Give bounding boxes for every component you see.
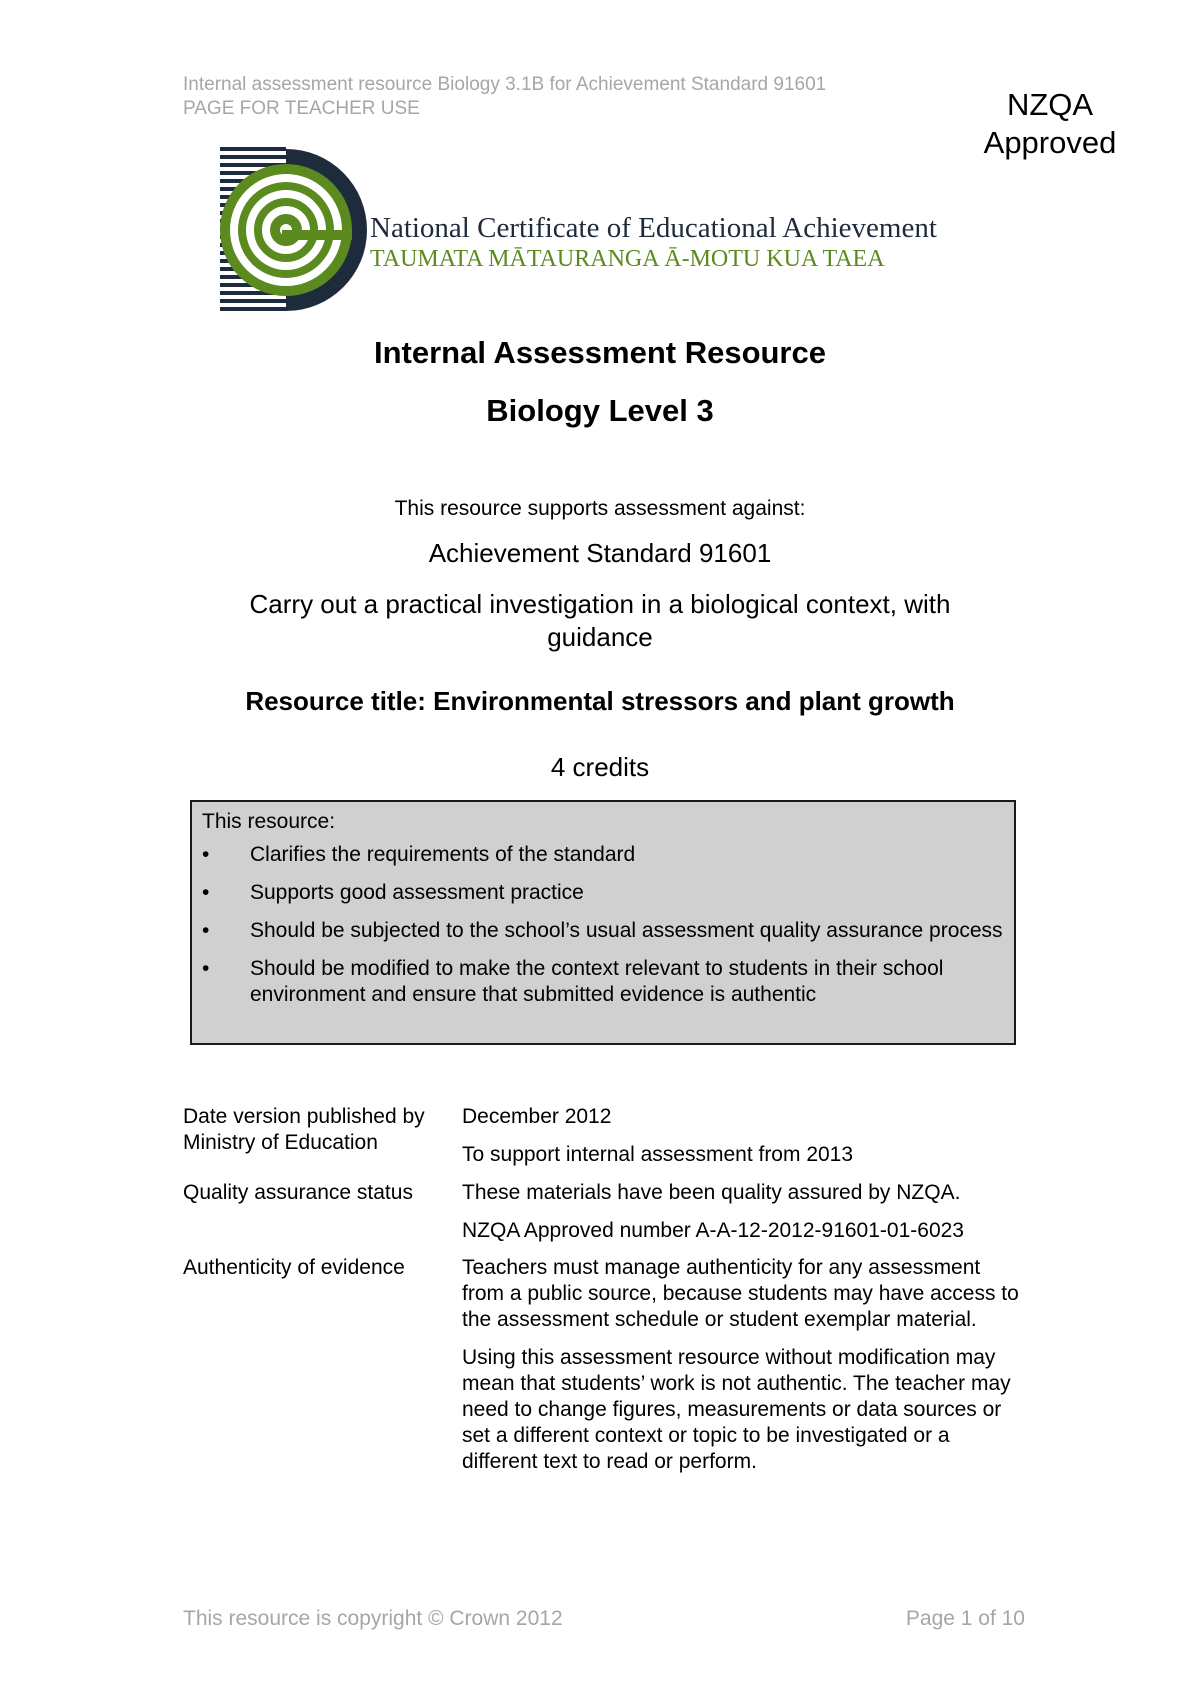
nzqa-approved-label bbox=[975, 86, 1125, 162]
resource-title: Resource title: Environmental stressors and plant growth bbox=[245, 686, 955, 716]
header-teacher-use: PAGE FOR TEACHER USE bbox=[183, 98, 420, 119]
footer-copyright: This resource is copyright © Crown 2012 bbox=[183, 1607, 563, 1630]
list-item: • Should be modified to make the context relevant to students in their school environment and ensure that submitted evidence is authentic bbox=[202, 957, 944, 1006]
resource-points-list bbox=[202, 842, 1004, 1008]
footer-page-number: Page 1 of 10 bbox=[905, 1607, 1025, 1630]
spiral-emblem-icon bbox=[220, 147, 367, 311]
box-intro: This resource: bbox=[202, 810, 336, 833]
date-published-value: December 2012 To support internal assessment from 2013 bbox=[462, 1105, 854, 1166]
bullet-icon: • bbox=[202, 843, 210, 866]
bullet-icon: • bbox=[202, 881, 210, 904]
resource-info-box bbox=[190, 800, 1016, 1045]
bullet-icon: • bbox=[202, 957, 210, 980]
header-resource-line: Internal assessment resource Biology 3.1B for Achievement Standard 91601 bbox=[183, 74, 827, 95]
standard-title: Carry out a practical investigation in a biological context, with guidance bbox=[249, 589, 951, 652]
list-item: • Clarifies the requirements of the standard bbox=[202, 843, 636, 866]
date-published-label: Date version published by Ministry of Education bbox=[183, 1105, 425, 1154]
bullet-icon: • bbox=[202, 919, 210, 942]
authenticity-value: Teachers must manage authenticity for any assessment from a public source, because students may have access to the assessment schedule or student exemplar material. Using this assessment resource without modification may mean that students’ work is not authentic. The teacher may need to change figures, measurements or data sources or set a different context or topic to be investigated or a different text to read or perform. bbox=[462, 1256, 1019, 1473]
list-item: • Should be subjected to the school’s usual assessment quality assurance process bbox=[202, 919, 1003, 942]
logo-name-english: National Certificate of Educational Achievement bbox=[370, 212, 937, 244]
quality-assurance-value: These materials have been quality assured by NZQA. NZQA Approved number A-A-12-2012-91601-01-6023 bbox=[462, 1180, 1022, 1256]
list-item: • Supports good assessment practice bbox=[202, 881, 584, 904]
credits: 4 credits bbox=[550, 752, 650, 782]
document-title: Internal Assessment Resource bbox=[374, 335, 826, 370]
ncea-logo bbox=[220, 145, 980, 315]
achievement-standard: Achievement Standard 91601 bbox=[428, 538, 772, 568]
approved-line-2: Approved bbox=[983, 125, 1117, 160]
quality-assurance-label: Quality assurance status bbox=[183, 1181, 413, 1204]
document-subject: Biology Level 3 bbox=[486, 393, 714, 428]
authenticity-label: Authenticity of evidence bbox=[183, 1256, 405, 1279]
supports-text: This resource supports assessment against: bbox=[394, 497, 806, 520]
logo-name-maori: TAUMATA MĀTAURANGA Ā-MOTU KUA TAEA bbox=[370, 246, 885, 272]
approval-number: NZQA Approved number A-A-12-2012-91601-01-6023 bbox=[462, 1219, 964, 1242]
approved-line-1: NZQA bbox=[1006, 87, 1094, 122]
